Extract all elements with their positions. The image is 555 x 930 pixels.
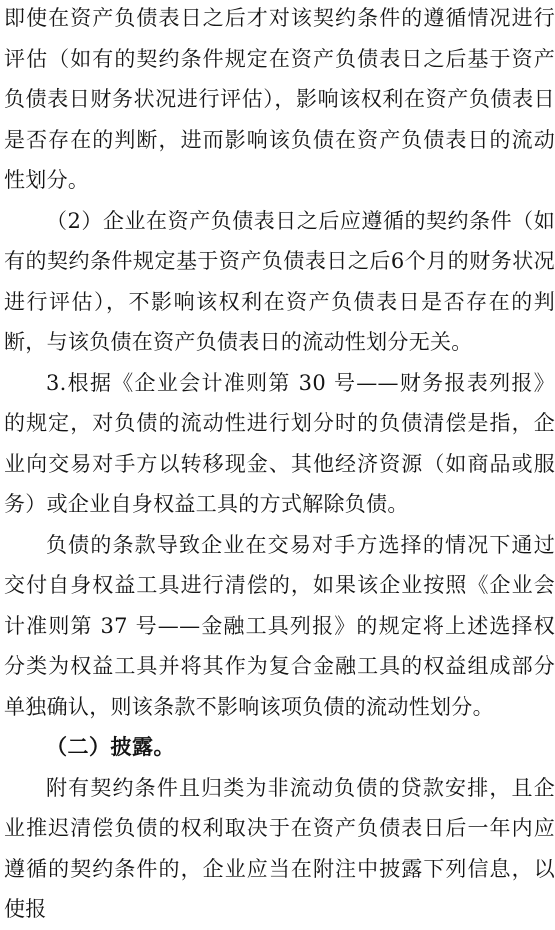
paragraph-disclosure: 附有契约条件且归类为非流动负债的贷款安排，且企业推迟清偿负债的权利取决于在资产负债表日后一年内应遵循的契约条件的，企业应当在附注中披露下列信息，以使报: [4, 775, 555, 921]
paragraph-item-3: 3.根据《企业会计准则第 30 号——财务报表列报》的规定，对负债的流动性进行划分时的负债清偿是指，企业向交易对手方以转移现金、其他经济资源（如商品或服务）或企业自身权益工具的方式解除负债。: [4, 370, 555, 516]
paragraph-item-2: （2）企业在资产负债表日之后应遵循的契约条件（如有的契约条件规定基于资产负债表日之后6个月的财务状况进行评估），不影响该权利在资产负债表日是否存在的判断，与该负债在资产负债表日的流动性划分无关。: [4, 208, 555, 354]
paragraph-continuation: 即使在资产负债表日之后才对该契约条件的遵循情况进行评估（如有的契约条件规定在资产负债表日之后基于资产负债表日财务状况进行评估），影响该权利在资产负债表日是否存在的判断，进而影响该负债在资产负债表日的流动性划分。: [4, 6, 555, 192]
paragraph-equity-instruments: 负债的条款导致企业在交易对手方选择的情况下通过交付自身权益工具进行清偿的，如果该企业按照《企业会计准则第 37 号——金融工具列报》的规定将上述选择权分类为权益工具并将其作为复合金融工具的权益组成部分单独确认，则该条款不影响该项负债的流动性划分。: [4, 532, 555, 719]
section-heading-disclosure: （二）披露。: [46, 735, 175, 759]
